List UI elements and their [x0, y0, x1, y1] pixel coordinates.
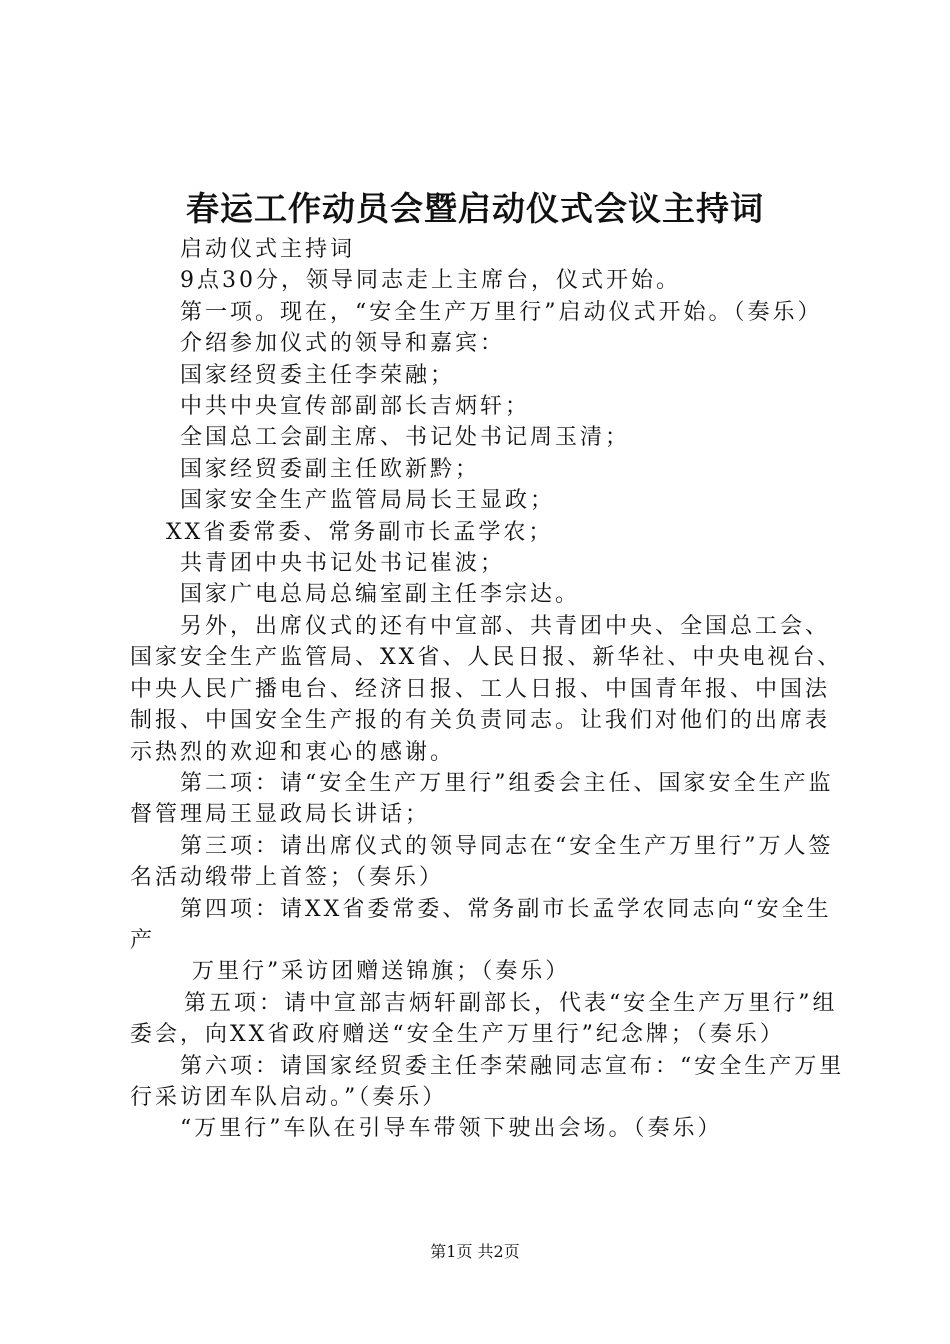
paragraph-item-5: 第五项：请中宣部吉炳轩副部长，代表“安全生产万里行”组委会，向XX省政府赠送“安全生产万里行”纪念牌；（奏乐） [130, 990, 838, 1048]
document-body [130, 234, 845, 1145]
document-title: 春运工作动员会暨启动仪式会议主持词 [186, 189, 764, 228]
paragraph-item-4: 第四项：请XX省委常委、常务副市长孟学农同志向“安全生产 [130, 896, 832, 953]
paragraph-time: 9点30分，领导同志走上主席台，仪式开始。 [180, 268, 681, 294]
paragraph-item-4-continued: 万里行”采访团赠送锦旗；（奏乐） [192, 959, 571, 985]
paragraph-other-attendees: 另外，出席仪式的还有中宣部、共青团中央、全国总工会、国家安全生产监管局、XX省、人民日报、新华社、中央电视台、中央人民广播电台、经济日报、工人日报、中国青年报、中国法制报、中国安全生产报的有关负责同志。让我们对他们的出席表示热烈的欢迎和衷心的感谢。 [130, 613, 843, 765]
guest-line: 国家经贸委副主任欧新黔； [180, 456, 481, 482]
paragraph-intro-guests: 介绍参加仪式的领导和嘉宾： [180, 331, 506, 357]
paragraph-convoy-departs: “万里行”车队在引导车带领下驶出会场。（奏乐） [180, 1116, 723, 1142]
paragraph-item-6: 第六项：请国家经贸委主任李荣融同志宣布：“安全生产万里行采访团车队启动。”（奏乐） [130, 1053, 845, 1110]
guest-line: 共青团中央书记处书记崔波； [180, 551, 506, 577]
paragraph-item-3: 第三项：请出席仪式的领导同志在“安全生产万里行”万人签名活动缎带上首签；（奏乐） [130, 833, 834, 891]
guest-line: 国家经贸委主任李荣融； [180, 362, 456, 388]
paragraph-item-1: 第一项。现在，“安全生产万里行”启动仪式开始。（奏乐） [180, 299, 823, 325]
page-indicator: 第1页 共2页 [430, 1242, 520, 1261]
guest-line: 全国总工会副主席、书记处书记周玉清； [180, 425, 631, 451]
paragraph-item-2: 第二项：请“安全生产万里行”组委会主任、国家安全生产监督管理局王显政局长讲话； [130, 770, 834, 828]
guest-line: 国家安全生产监管局局长王显政； [180, 488, 556, 514]
guest-line: 中共中央宣传部副部长吉炳轩； [180, 394, 531, 420]
guest-line: 国家广电总局总编室副主任李宗达。 [180, 582, 581, 608]
guest-line: XX省委常委、常务副市长孟学农； [166, 519, 554, 545]
paragraph-subtitle: 启动仪式主持词 [180, 237, 356, 262]
